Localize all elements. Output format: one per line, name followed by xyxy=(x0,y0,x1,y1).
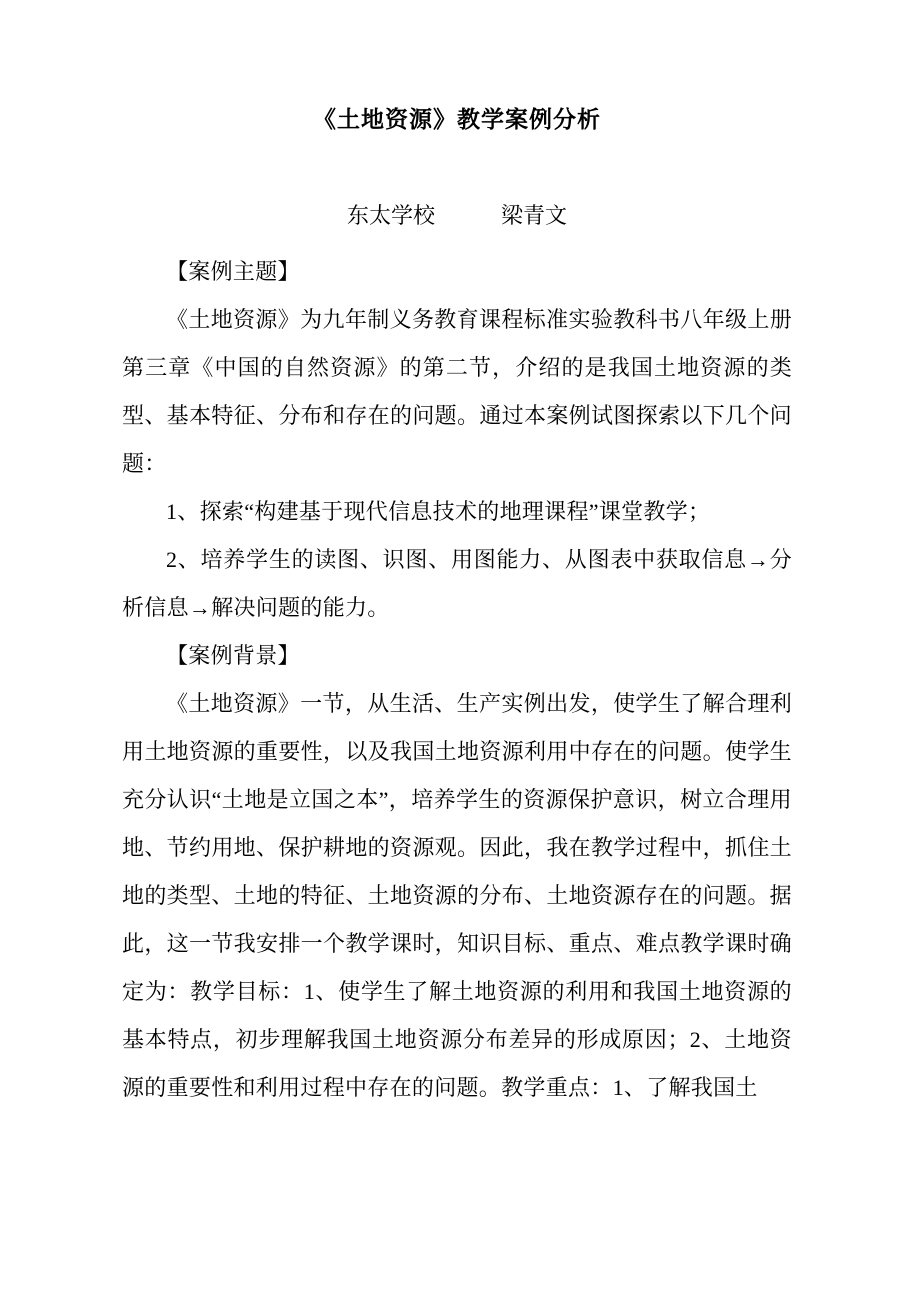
paragraph-case-background: 《土地资源》一节，从生活、生产实例出发，使学生了解合理利用土地资源的重要性，以及我国土地资源利用中存在的问题。使学生充分认识“土地是立国之本”，培养学生的资源保护意识，树立合理用地、节约用地、保护耕地的资源观。因此，我在教学过程中，抓住土地的类型、土地的特征、土地资源的分布、土地资源存在的问题。据此，这一节我安排一个教学课时，知识目标、重点、难点教学课时确定为：教学目标：1、使学生了解土地资源的利用和我国土地资源的基本特点，初步理解我国土地资源分布差异的形成原因；2、土地资源的重要性和利用过程中存在的问题。教学重点：1、了解我国土 xyxy=(122,691,792,1100)
paragraph-case-theme-intro: 《土地资源》为九年制义务教育课程标准实验教科书八年级上册第三章《中国的自然资源》的第二节，介绍的是我国土地资源的类型、基本特征、分布和存在的问题。通过本案例试图探索以下几个问题： xyxy=(122,307,792,476)
section-heading-case-theme: 【案例主题】 xyxy=(166,259,300,284)
list-item-2: 2、培养学生的读图、识图、用图能力、从图表中获取信息→分析信息→解决问题的能力。 xyxy=(122,547,792,620)
list-item-1: 1、探索“构建基于现代信息技术的地理课程”课堂教学； xyxy=(166,499,711,524)
document-body xyxy=(122,248,792,1112)
section-heading-case-background: 【案例背景】 xyxy=(166,643,300,668)
byline: 东太学校 梁青文 xyxy=(346,203,567,228)
document-title: 《土地资源》教学案例分析 xyxy=(313,107,601,132)
